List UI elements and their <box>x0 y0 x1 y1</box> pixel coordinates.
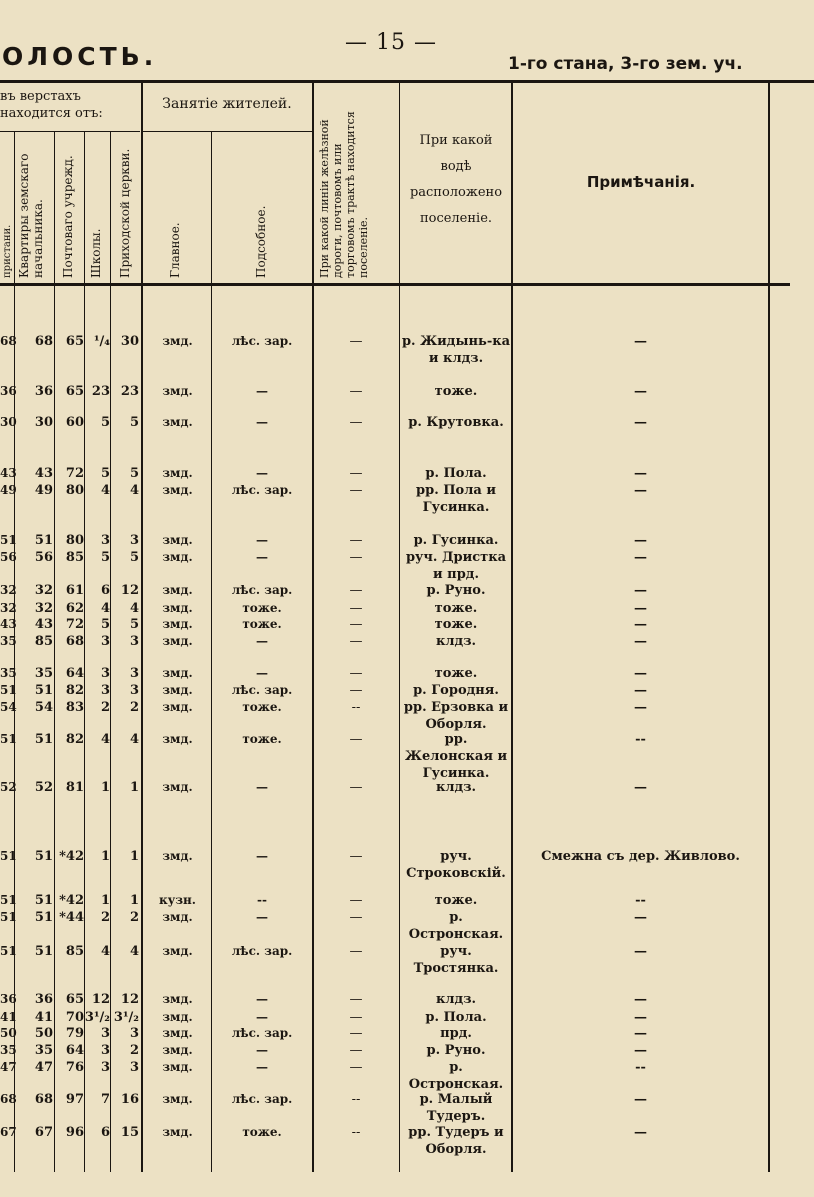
col-secondary-cell: — <box>256 466 268 480</box>
col-kvartira-cell: 51 <box>34 910 53 925</box>
col-notes-cell: — <box>634 483 647 498</box>
col-railway-cell: — <box>349 483 363 498</box>
col-railway-cell: — <box>349 732 363 747</box>
col-water-cell: р. Руно. <box>426 1043 486 1058</box>
col-pochta-cell: 82 <box>65 683 84 698</box>
col-notes-cell: — <box>634 1026 647 1041</box>
col-railway-cell: — <box>349 583 363 598</box>
col-shkola-cell: 4 <box>100 732 110 747</box>
col-pochta-cell: 80 <box>65 533 84 548</box>
col-main-cell: змд. <box>162 992 193 1006</box>
col-tserkov-cell: 1 <box>129 849 139 864</box>
col-tserkov-cell: 4 <box>129 732 139 747</box>
col-shkola-cell: 4 <box>100 944 110 959</box>
col-main-cell: змд. <box>162 700 193 714</box>
col-main-cell: змд. <box>162 1060 193 1074</box>
col-pochta-cell: 72 <box>65 617 84 632</box>
col-kvartira-cell: 51 <box>34 533 53 548</box>
col-tserkov-cell: 16 <box>120 1092 139 1107</box>
col-main-cell: кузн. <box>159 893 196 907</box>
col-kvartira-cell: 50 <box>34 1026 53 1041</box>
col-pristan-cell: 51 <box>0 893 17 907</box>
col-tserkov-cell: 3 <box>129 666 139 681</box>
col-secondary-cell: — <box>256 415 268 429</box>
col-tserkov-cell: 4 <box>129 944 139 959</box>
col-pochta-cell: 83 <box>65 700 84 715</box>
col-shkola-cell: 3 <box>100 666 110 681</box>
col-tserkov-cell: 3 <box>129 634 139 649</box>
col-tserkov-cell: 3 <box>129 533 139 548</box>
col-shkola-cell: 1 <box>100 780 110 795</box>
col-pristan-cell: 68 <box>0 1092 17 1106</box>
col-notes-cell: — <box>634 550 647 565</box>
col-main-cell: змд. <box>162 944 193 958</box>
col-kvartira-cell: 30 <box>34 415 53 430</box>
col-pochta-cell: 79 <box>65 1026 84 1041</box>
col-pristan-cell: 56 <box>0 550 17 564</box>
col-secondary-cell: -- <box>257 893 267 907</box>
col-notes-cell: — <box>634 1125 647 1140</box>
col-pochta-cell: *42 <box>59 849 84 864</box>
col-header-main: Главное. <box>168 222 182 278</box>
col-shkola-cell: 2 <box>100 910 110 925</box>
col-water-cell: р. Жидынь-ка и клдз. <box>401 334 511 366</box>
volost-title: ОЛОСТЬ. <box>2 42 158 71</box>
col-pochta-cell: 65 <box>65 384 84 399</box>
col-shkola-cell: 6 <box>100 583 110 598</box>
col-shkola-cell: ¹/₄ <box>93 334 110 349</box>
col-water-cell: рр. Ерзовка и Оборля. <box>403 700 509 732</box>
col-pristan-cell: 54 <box>0 700 17 714</box>
col-tserkov-cell: 5 <box>129 466 139 481</box>
col-kvartira-cell: 35 <box>34 1043 53 1058</box>
col-notes-cell: -- <box>635 732 646 747</box>
col-secondary-cell: — <box>256 1043 268 1057</box>
col-main-cell: змд. <box>162 550 193 564</box>
col-railway-cell: — <box>349 334 363 349</box>
col-main-cell: змд. <box>162 533 193 547</box>
col-main-cell: змд. <box>162 1125 193 1139</box>
col-pristan-cell: 32 <box>0 583 17 597</box>
district-label: 1-го стана, 3-го зем. уч. <box>508 54 743 74</box>
col-railway-cell: — <box>349 849 363 864</box>
col-railway-cell: — <box>349 944 363 959</box>
col-water-cell: р. Остронская. <box>408 910 504 942</box>
col-shkola-cell: 4 <box>100 483 110 498</box>
col-kvartira-cell: 51 <box>34 683 53 698</box>
col-kvartira-cell: 68 <box>34 334 53 349</box>
col-tserkov-cell: 5 <box>129 617 139 632</box>
col-main-cell: змд. <box>162 1026 193 1040</box>
col-pristan-cell: 35 <box>0 1043 17 1057</box>
col-tserkov-cell: 2 <box>129 910 139 925</box>
distance-group-rule <box>0 131 140 132</box>
col-main-cell: змд. <box>162 334 193 348</box>
col-pochta-cell: 70 <box>65 1010 84 1025</box>
col-railway-cell: — <box>349 1060 363 1075</box>
col-main-cell: змд. <box>162 732 193 746</box>
col-shkola-cell: 3 <box>100 1026 110 1041</box>
col-kvartira-cell: 51 <box>34 849 53 864</box>
col-pochta-cell: 68 <box>65 634 84 649</box>
col-pristan-cell: 32 <box>0 601 17 615</box>
col-water-cell: тоже. <box>434 617 478 632</box>
col-notes-cell: — <box>634 910 647 925</box>
header-bottom-rule <box>0 283 790 286</box>
col-shkola-cell: 7 <box>100 1092 110 1107</box>
col-notes-cell: — <box>634 334 647 349</box>
col-water-cell: тоже. <box>434 601 478 616</box>
col-railway-cell: — <box>349 415 363 430</box>
col-shkola-cell: 5 <box>100 617 110 632</box>
col-pochta-cell: 85 <box>65 550 84 565</box>
col-pristan-cell: 36 <box>0 384 17 398</box>
col-header-pristan: пристани. <box>2 224 13 278</box>
col-water-cell: р. Пола. <box>425 1010 487 1025</box>
col-tserkov-cell: 4 <box>129 483 139 498</box>
col-shkola-cell: 3 <box>100 533 110 548</box>
col-pristan-cell: 43 <box>0 617 17 631</box>
col-kvartira-cell: 47 <box>34 1060 53 1075</box>
col-railway-cell: — <box>349 384 363 399</box>
col-railway-cell: — <box>349 634 363 649</box>
col-notes-cell: -- <box>635 893 646 908</box>
col-railway-cell: -- <box>351 1125 361 1140</box>
col-shkola-cell: 5 <box>100 415 110 430</box>
col-railway-cell: — <box>349 601 363 616</box>
col-pristan-cell: 41 <box>0 1010 17 1024</box>
col-kvartira-cell: 54 <box>34 700 53 715</box>
col-railway-cell: — <box>349 910 363 925</box>
col-main-cell: змд. <box>162 910 193 924</box>
col-shkola-cell: 1 <box>100 849 110 864</box>
col-header-railway: При какой линіи желѣзной дороги, почтовомъ или торговомъ трактѣ находится поселеніе. <box>318 111 370 278</box>
col-water-cell: р. Гусинка. <box>413 533 499 548</box>
table-row <box>0 779 814 819</box>
col-secondary-cell: лѣс. зар. <box>231 483 293 497</box>
col-secondary-cell: — <box>256 910 268 924</box>
col-pristan-cell: 51 <box>0 533 17 547</box>
col-tserkov-cell: 15 <box>120 1125 139 1140</box>
col-railway-cell: — <box>349 533 363 548</box>
col-kvartira-cell: 52 <box>34 780 53 795</box>
col-notes-cell: — <box>634 666 647 681</box>
col-main-cell: змд. <box>162 601 193 615</box>
col-notes-cell: — <box>634 1092 647 1107</box>
col-pristan-cell: 49 <box>0 483 17 497</box>
col-secondary-cell: — <box>256 384 268 398</box>
col-notes-cell: — <box>634 415 647 430</box>
occupation-group-header: Занятіе жителей. <box>162 96 292 112</box>
col-tserkov-cell: 23 <box>120 384 139 399</box>
col-secondary-cell: — <box>256 550 268 564</box>
table-row <box>0 848 814 888</box>
col-kvartira-cell: 41 <box>34 1010 53 1025</box>
col-railway-cell: — <box>349 1010 363 1025</box>
col-pochta-cell: 80 <box>65 483 84 498</box>
col-shkola-cell: 5 <box>100 466 110 481</box>
col-tserkov-cell: 12 <box>120 583 139 598</box>
col-railway-cell: — <box>349 992 363 1007</box>
col-pristan-cell: 51 <box>0 944 17 958</box>
col-notes-cell: — <box>634 1010 647 1025</box>
col-railway-cell: — <box>349 1043 363 1058</box>
col-pristan-cell: 35 <box>0 666 17 680</box>
col-main-cell: змд. <box>162 1010 193 1024</box>
col-secondary-cell: тоже. <box>242 732 282 746</box>
col-pristan-cell: 35 <box>0 634 17 648</box>
col-header-pochta: Почтоваго учрежд. <box>61 155 75 278</box>
col-notes-cell: — <box>634 944 647 959</box>
col-pristan-cell: 51 <box>0 683 17 697</box>
col-water-cell: прд. <box>440 1026 472 1041</box>
col-pristan-cell: 52 <box>0 780 17 794</box>
col-pochta-cell: 85 <box>65 944 84 959</box>
col-pristan-cell: 30 <box>0 415 17 429</box>
col-shkola-cell: 3¹/₂ <box>84 1010 110 1025</box>
col-header-tserkov: Приходской церкви. <box>118 148 132 278</box>
col-notes-cell: — <box>634 583 647 598</box>
table-row <box>0 414 814 454</box>
col-notes-cell: — <box>634 634 647 649</box>
col-pochta-cell: 61 <box>65 583 84 598</box>
table-row <box>0 1124 814 1164</box>
col-tserkov-cell: 1 <box>129 893 139 908</box>
col-secondary-cell: — <box>256 849 268 863</box>
col-main-cell: змд. <box>162 683 193 697</box>
col-main-cell: змд. <box>162 384 193 398</box>
col-kvartira-cell: 67 <box>34 1125 53 1140</box>
col-tserkov-cell: 2 <box>129 700 139 715</box>
col-railway-cell: — <box>349 683 363 698</box>
col-main-cell: змд. <box>162 780 193 794</box>
col-pochta-cell: 96 <box>65 1125 84 1140</box>
occupation-group-rule <box>141 131 312 132</box>
col-secondary-cell: — <box>256 780 268 794</box>
col-water-cell: руч. Тростянка. <box>413 944 499 976</box>
col-notes-cell: — <box>634 533 647 548</box>
col-secondary-cell: — <box>256 1010 268 1024</box>
col-secondary-cell: — <box>256 634 268 648</box>
col-kvartira-cell: 85 <box>34 634 53 649</box>
col-notes-cell: — <box>634 683 647 698</box>
col-secondary-cell: — <box>256 1060 268 1074</box>
col-main-cell: змд. <box>162 466 193 480</box>
col-tserkov-cell: 30 <box>120 334 139 349</box>
col-kvartira-cell: 36 <box>34 384 53 399</box>
col-header-notes: Примѣчанія. <box>586 173 696 191</box>
col-pochta-cell: 72 <box>65 466 84 481</box>
col-secondary-cell: — <box>256 533 268 547</box>
col-kvartira-cell: 51 <box>34 893 53 908</box>
col-header-water: При какой водѣ расположено поселеніе. <box>409 133 503 226</box>
col-main-cell: змд. <box>162 666 193 680</box>
col-notes-cell: — <box>634 700 647 715</box>
col-shkola-cell: 3 <box>100 683 110 698</box>
col-pochta-cell: 65 <box>65 334 84 349</box>
col-main-cell: змд. <box>162 1092 193 1106</box>
col-tserkov-cell: 4 <box>129 601 139 616</box>
col-kvartira-cell: 32 <box>34 583 53 598</box>
col-header-shkola: Школы. <box>89 228 103 278</box>
col-secondary-cell: лѣс. зар. <box>231 1026 293 1040</box>
col-shkola-cell: 3 <box>100 634 110 649</box>
col-header-kvartira: Квартиры земскаго начальника. <box>17 153 45 278</box>
header-top-rule <box>0 80 814 83</box>
col-main-cell: змд. <box>162 617 193 631</box>
col-water-cell: р. Городня. <box>413 683 499 698</box>
col-tserkov-cell: 3¹/₂ <box>113 1010 139 1025</box>
col-tserkov-cell: 1 <box>129 780 139 795</box>
col-secondary-cell: тоже. <box>242 617 282 631</box>
col-tserkov-cell: 3 <box>129 683 139 698</box>
col-notes-cell: — <box>634 466 647 481</box>
col-water-cell: р. Пола. <box>425 466 487 481</box>
col-railway-cell: — <box>349 666 363 681</box>
col-water-cell: р. Малый Тудеръ. <box>419 1092 493 1124</box>
col-pristan-cell: 51 <box>0 732 17 746</box>
col-secondary-cell: лѣс. зар. <box>231 944 293 958</box>
distance-group-header: въ верстахъ находится отъ: <box>0 89 103 121</box>
col-railway-cell: — <box>349 1026 363 1041</box>
col-water-cell: руч. Дристка и прд. <box>405 550 507 582</box>
col-notes-cell: — <box>634 601 647 616</box>
col-secondary-cell: тоже. <box>242 700 282 714</box>
col-secondary-cell: лѣс. зар. <box>231 1092 293 1106</box>
col-secondary-cell: тоже. <box>242 1125 282 1139</box>
col-water-cell: клдз. <box>435 992 477 1007</box>
col-pochta-cell: 76 <box>65 1060 84 1075</box>
col-tserkov-cell: 3 <box>129 1060 139 1075</box>
col-railway-cell: — <box>349 466 363 481</box>
col-tserkov-cell: 2 <box>129 1043 139 1058</box>
col-pochta-cell: 60 <box>65 415 84 430</box>
col-main-cell: змд. <box>162 483 193 497</box>
col-pristan-cell: 43 <box>0 466 17 480</box>
col-water-cell: рр. Желонская и Гусинка. <box>404 732 508 781</box>
col-railway-cell: -- <box>351 700 361 715</box>
col-shkola-cell: 12 <box>91 992 110 1007</box>
col-pochta-cell: 64 <box>65 1043 84 1058</box>
col-railway-cell: — <box>349 617 363 632</box>
col-shkola-cell: 1 <box>100 893 110 908</box>
col-kvartira-cell: 43 <box>34 617 53 632</box>
col-main-cell: змд. <box>162 634 193 648</box>
col-tserkov-cell: 5 <box>129 550 139 565</box>
col-shkola-cell: 6 <box>100 1125 110 1140</box>
col-pristan-cell: 51 <box>0 849 17 863</box>
col-tserkov-cell: 3 <box>129 1026 139 1041</box>
table-row <box>0 333 814 373</box>
table-row <box>0 482 814 522</box>
col-shkola-cell: 3 <box>100 1060 110 1075</box>
col-water-cell: тоже. <box>434 666 478 681</box>
col-railway-cell: — <box>349 780 363 795</box>
col-kvartira-cell: 51 <box>34 732 53 747</box>
col-pristan-cell: 51 <box>0 910 17 924</box>
col-kvartira-cell: 49 <box>34 483 53 498</box>
col-kvartira-cell: 56 <box>34 550 53 565</box>
col-water-cell: тоже. <box>434 893 478 908</box>
col-shkola-cell: 2 <box>100 700 110 715</box>
col-pristan-cell: 36 <box>0 992 17 1006</box>
col-kvartira-cell: 43 <box>34 466 53 481</box>
col-main-cell: змд. <box>162 1043 193 1057</box>
col-shkola-cell: 4 <box>100 601 110 616</box>
col-secondary-cell: лѣс. зар. <box>231 683 293 697</box>
col-notes-cell: — <box>634 780 647 795</box>
col-water-cell: рр. Тудеръ и Оборля. <box>408 1125 504 1157</box>
col-kvartira-cell: 36 <box>34 992 53 1007</box>
col-pochta-cell: *44 <box>59 910 84 925</box>
col-pristan-cell: 67 <box>0 1125 17 1139</box>
col-notes-cell: -- <box>635 1060 646 1075</box>
col-shkola-cell: 5 <box>100 550 110 565</box>
col-pristan-cell: 50 <box>0 1026 17 1040</box>
col-water-cell: клдз. <box>435 780 477 795</box>
col-pochta-cell: 64 <box>65 666 84 681</box>
col-shkola-cell: 3 <box>100 1043 110 1058</box>
col-notes-cell: Смежна съ дер. Живлово. <box>541 849 740 864</box>
col-kvartira-cell: 68 <box>34 1092 53 1107</box>
col-main-cell: змд. <box>162 849 193 863</box>
col-pochta-cell: 65 <box>65 992 84 1007</box>
col-pristan-cell: 68 <box>0 334 17 348</box>
col-tserkov-cell: 12 <box>120 992 139 1007</box>
col-secondary-cell: — <box>256 666 268 680</box>
col-secondary-cell: тоже. <box>242 601 282 615</box>
col-kvartira-cell: 32 <box>34 601 53 616</box>
col-pochta-cell: 81 <box>65 780 84 795</box>
table-row <box>0 943 814 983</box>
col-water-cell: руч. Строковскій. <box>406 849 506 881</box>
col-notes-cell: — <box>634 384 647 399</box>
col-pochta-cell: 62 <box>65 601 84 616</box>
col-railway-cell: -- <box>351 1092 361 1107</box>
col-kvartira-cell: 51 <box>34 944 53 959</box>
col-pochta-cell: 82 <box>65 732 84 747</box>
table-row <box>0 731 814 781</box>
col-pochta-cell: 97 <box>65 1092 84 1107</box>
col-main-cell: змд. <box>162 415 193 429</box>
col-main-cell: змд. <box>162 583 193 597</box>
col-notes-cell: — <box>634 1043 647 1058</box>
col-kvartira-cell: 35 <box>34 666 53 681</box>
col-railway-cell: — <box>349 893 363 908</box>
col-tserkov-cell: 5 <box>129 415 139 430</box>
col-water-cell: рр. Пола и Гусинка. <box>416 483 496 515</box>
col-water-cell: клдз. <box>435 634 477 649</box>
col-water-cell: тоже. <box>434 384 478 399</box>
col-header-secondary: Подсобное. <box>254 205 268 278</box>
col-secondary-cell: — <box>256 992 268 1006</box>
col-notes-cell: — <box>634 992 647 1007</box>
col-shkola-cell: 23 <box>91 384 110 399</box>
col-railway-cell: — <box>349 550 363 565</box>
col-pochta-cell: *42 <box>59 893 84 908</box>
col-water-cell: р. Крутовка. <box>408 415 504 430</box>
col-secondary-cell: лѣс. зар. <box>231 334 293 348</box>
col-pristan-cell: 47 <box>0 1060 17 1074</box>
col-secondary-cell: лѣс. зар. <box>231 583 293 597</box>
page-number: — 15 — <box>345 30 437 55</box>
col-water-cell: р. Руно. <box>426 583 486 598</box>
col-notes-cell: — <box>634 617 647 632</box>
col-water-cell: р. Остронская. <box>408 1060 504 1092</box>
